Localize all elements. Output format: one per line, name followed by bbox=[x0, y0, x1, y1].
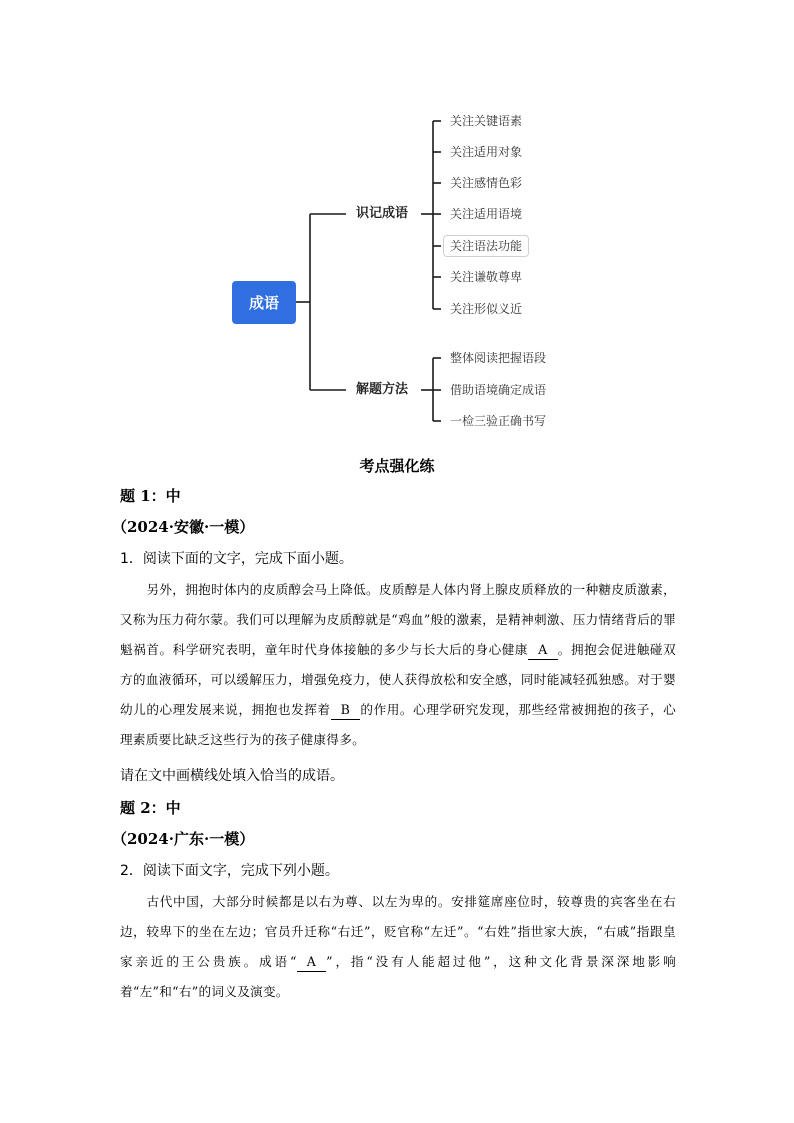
blank-a[interactable]: A bbox=[528, 641, 557, 660]
question-1-intro: 1．阅读下面的文字，完成下面小题。 bbox=[120, 551, 353, 567]
question-2-source: （2024·广东·一模） bbox=[112, 830, 255, 848]
mind-map bbox=[0, 0, 794, 440]
branch-label-memorize: 识记成语 bbox=[356, 206, 409, 221]
leaf-context: 关注适用语境 bbox=[450, 207, 523, 221]
section-title: 考点强化练 bbox=[359, 457, 435, 475]
question-2-intro: 2．阅读下面文字，完成下列小题。 bbox=[120, 863, 339, 879]
leaf-emotional-tone: 关注感情色彩 bbox=[450, 176, 523, 190]
passage-text: ”，指“没有人能超过他”，这种文化背景深深地影响着“左”和“右”的词义及演变。 bbox=[120, 954, 676, 999]
question-1-source: （2024·安徽·一模） bbox=[112, 518, 255, 536]
question-2-passage bbox=[120, 887, 676, 1007]
mind-map-root: 成语 bbox=[232, 281, 296, 324]
leaf-target-object: 关注适用对象 bbox=[450, 145, 523, 159]
passage-text: 的作用。心理学研究发现，那些经常被拥抱的孩子，心理素质要比缺乏这些行为的孩子健康得多。 bbox=[120, 702, 676, 747]
leaf-humble-honorific: 关注谦敬尊卑 bbox=[450, 270, 523, 284]
question-2-heading: 题 2：中 bbox=[120, 799, 181, 817]
blank-b[interactable]: B bbox=[331, 701, 361, 720]
leaf-check-write: 一检三验正确书写 bbox=[450, 414, 547, 428]
leaf-similar-form: 关注形似义近 bbox=[450, 302, 523, 316]
blank-a[interactable]: A bbox=[297, 953, 326, 972]
question-1-heading: 题 1：中 bbox=[120, 487, 181, 505]
leaf-use-context: 借助语境确定成语 bbox=[450, 383, 547, 397]
passage-text: 。拥抱会促进触碰双方的血液循环，可以缓解压力，增强免疫力，使人获得放松和安全感，同时能减轻孤独感。对于婴幼儿的心理发展来说，拥抱也发挥着 bbox=[120, 642, 676, 717]
passage-text: 古代中国，大部分时候都是以右为尊、以左为卑的。安排筵席座位时，较尊贵的宾客坐在右边，较卑下的坐在左边；官员升迁称“右迁”，贬官称“左迁”。“右姓”指世家大族，“右戚”指跟皇家亲近的王公贵族。成语“ bbox=[120, 894, 676, 969]
question-1-instruction: 请在文中画横线处填入恰当的成语。 bbox=[120, 768, 344, 784]
branch-label-method: 解题方法 bbox=[356, 382, 409, 397]
passage-text: 另外，拥抱时体内的皮质醇会马上降低。皮质醇是人体内肾上腺皮质释放的一种糖皮质激素，又称为压力荷尔蒙。我们可以理解为皮质醇就是“鸡血”般的激素，是精神刺激、压力情绪背后的罪魁祸首。科学研究表明，童年时代身体接触的多少与长大后的身心健康 bbox=[120, 582, 676, 657]
leaf-grammar-function: 关注语法功能 bbox=[443, 235, 529, 257]
leaf-read-whole: 整体阅读把握语段 bbox=[450, 351, 547, 365]
leaf-key-morpheme: 关注关键语素 bbox=[450, 114, 523, 128]
question-1-passage bbox=[120, 575, 676, 755]
